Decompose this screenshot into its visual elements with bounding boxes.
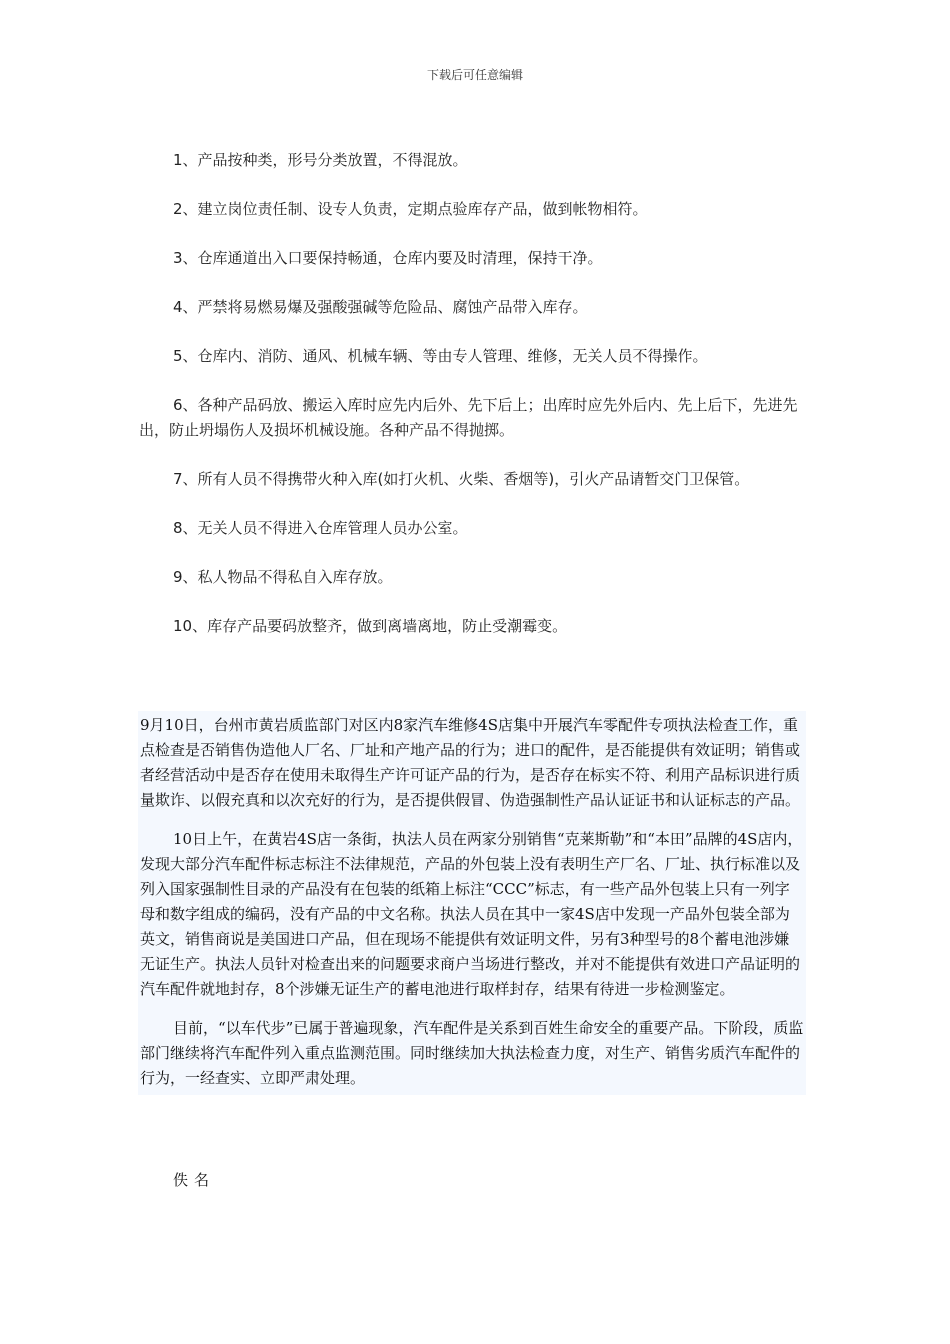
rule-item: 3、仓库通道出入口要保持畅通，仓库内要及时清理，保持干净。 [173,249,603,267]
warehouse-rules-list [139,148,805,663]
rule-item: 8、无关人员不得进入仓库管理人员办公室。 [173,519,468,537]
rule-item: 2、建立岗位责任制、设专人负责，定期点验库存产品，做到帐物相符。 [173,200,648,218]
news-article [138,711,806,1095]
news-paragraph-2: 10日上午，在黄岩4S店一条街，执法人员在两家分别销售“克莱斯勒”和“本田”品牌的4S店内，发现大部分汽车配件标志标注不法律规范，产品的外包装上没有表明生产厂名、厂址、执行标准以及列入国家强制性目录的产品没有在包装的纸箱上标注“CCC”标志，有一些产品外包装上只有一列字母和数字组成的编码，没有产品的中文名称。执法人员在其中一家4S店中发现一产品外包装全部为英文，销售商说是美国进口产品，但在现场不能提供有效证明文件，另有3种型号的8个蓄电池涉嫌无证生产。执法人员针对检查出来的问题要求商户当场进行整改，并对不能提供有效进口产品证明的汽车配件就地封存，8个涉嫌无证生产的蓄电池进行取样封存，结果有待进一步检测鉴定。 [140,830,803,998]
rule-item: 7、所有人员不得携带火种入库(如打火机、火柴、香烟等)，引火产品请暂交门卫保管。 [173,470,750,488]
rule-item: 5、仓库内、消防、通风、机械车辆、等由专人管理、维修，无关人员不得操作。 [173,347,708,365]
rule-item: 10、库存产品要码放整齐，做到离墙离地，防止受潮霉变。 [173,617,568,635]
rule-item: 1、产品按种类，形号分类放置，不得混放。 [173,151,468,169]
rule-item: 6、各种产品码放、搬运入库时应先内后外、先下后上；出库时应先外后内、先上后下，先进先出，防止坍塌伤人及损坏机械设施。各种产品不得抛掷。 [139,396,798,439]
rule-item: 4、严禁将易燃易爆及强酸强碱等危险品、腐蚀产品带入库存。 [173,298,588,316]
page-header-note: 下载后可任意编辑 [426,68,523,82]
news-paragraph-3: 目前，“以车代步”已属于普遍现象，汽车配件是关系到百姓生命安全的重要产品。下阶段，质监部门继续将汽车配件列入重点监测范围。同时继续加大执法检查力度，对生产、销售劣质汽车配件的行为，一经查实、立即严肃处理。 [140,1019,804,1087]
author-signature: 佚名 [173,1171,216,1189]
news-paragraph-1: 9月10日，台州市黄岩质监部门对区内8家汽车维修4S店集中开展汽车零配件专项执法检查工作，重点检查是否销售伪造他人厂名、厂址和产地产品的行为；进口的配件，是否能提供有效证明；销售或者经营活动中是否存在使用未取得生产许可证产品的行为，是否存在标实不符、利用产品标识进行质量欺诈、以假充真和以次充好的行为，是否提供假冒、伪造强制性产品认证证书和认证标志的产品。 [140,716,801,809]
rule-item: 9、私人物品不得私自入库存放。 [173,568,393,586]
